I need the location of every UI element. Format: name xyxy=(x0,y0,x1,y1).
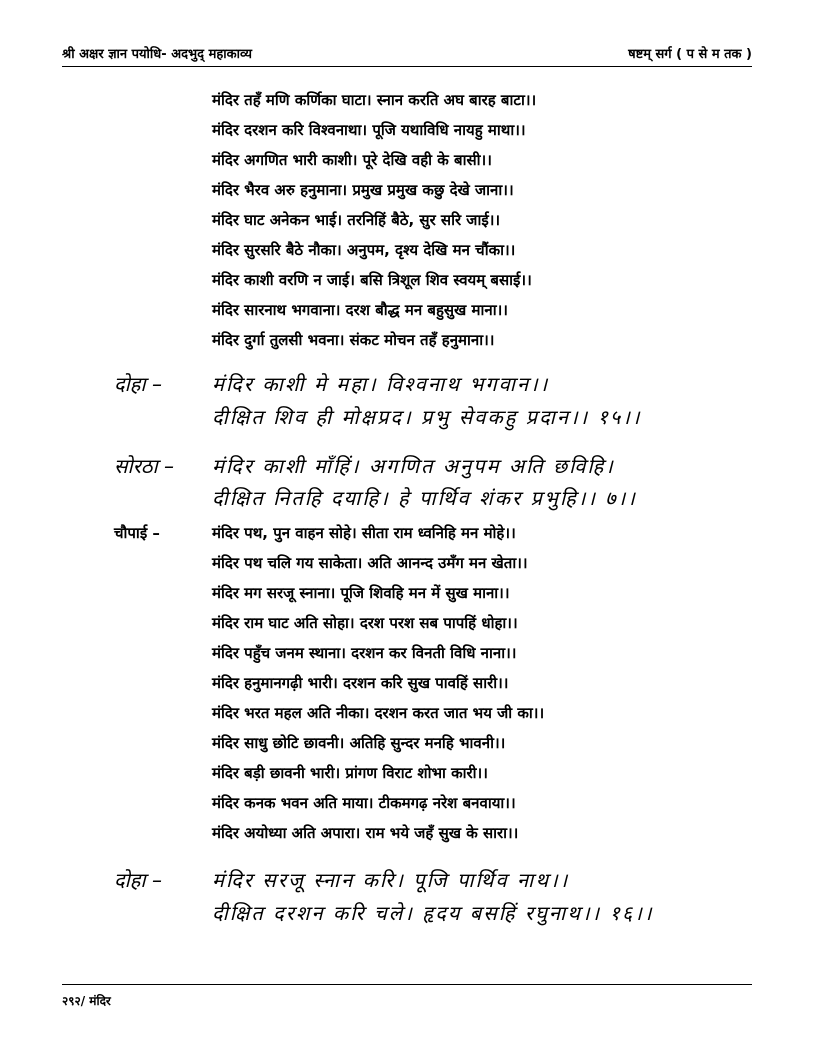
book-title: श्री अक्षर ज्ञान पयोधि- अदभुद् महाकाव्य xyxy=(62,47,252,62)
verse-line: मंदिर दरशन करि विश्वनाथा। पूजि यथाविधि नायहु माथा।। xyxy=(212,121,526,139)
doha-label: दोहा – xyxy=(114,372,162,396)
chaupai-label: चौपाई – xyxy=(114,524,160,542)
page-footer: २९२/ मंदिर xyxy=(62,994,111,1008)
sortha-line: मंदिर काशी माँहिं। अगणित अनुपम अति छविहि। xyxy=(212,454,615,478)
chaupai-line: मंदिर बड़ी छावनी भारी। प्रांगण विराट शोभा कारी।। xyxy=(212,764,488,782)
chaupai-line: मंदिर मग सरजू स्नाना। पूजि शिवहि मन में सुख माना।। xyxy=(212,584,510,602)
verse-line: मंदिर दुर्गा तुलसी भवना। संकट मोचन तहँ हनुमाना।। xyxy=(212,331,495,349)
doha-label: दोहा – xyxy=(114,868,162,892)
chapter-title: षष्टम् सर्ग ( प से म तक ) xyxy=(628,47,752,62)
footer-divider xyxy=(62,984,752,985)
doha-line: दीक्षित शिव ही मोक्षप्रद। प्रभु सेवकहु प्रदान।। १५।। xyxy=(212,405,642,429)
doha-line: दीक्षित दरशन करि चले। हृदय बसहिं रघुनाथ।। १६।। xyxy=(212,901,654,925)
page-header xyxy=(62,36,752,67)
verse-line: मंदिर काशी वरणि न जाई। बसि त्रिशूल शिव स्वयम् बसाई।। xyxy=(212,271,532,289)
chaupai-line: मंदिर कनक भवन अति माया। टीकमगढ़ नरेश बनवाया।। xyxy=(212,794,516,812)
sortha-label: सोरठा – xyxy=(114,454,175,478)
chaupai-line: मंदिर पथ चलि गय साकेता। अति आनन्द उमँग मन खेता।। xyxy=(212,554,528,572)
verse-line: मंदिर घाट अनेकन भाई। तरनिहिं बैठे, सुर सरि जाई।। xyxy=(212,211,501,229)
chaupai-line: मंदिर राम घाट अति सोहा। दरश परश सब पापहिं धोहा।। xyxy=(212,614,518,632)
chaupai-line: मंदिर पहुँच जनम स्थाना। दरशन कर विनती विधि नाना।। xyxy=(212,644,517,662)
verse-line: मंदिर भैरव अरु हनुमाना। प्रमुख प्रमुख कछु देखे जाना।। xyxy=(212,181,514,199)
verse-line: मंदिर अगणित भारी काशी। पूरे देखि वही के बासी।। xyxy=(212,151,492,169)
sortha-line: दीक्षित नितहि दयाहि। हे पार्थिव शंकर प्रभुहि।। ७।। xyxy=(212,486,637,510)
doha-line: मंदिर काशी मे महा। विश्वनाथ भगवान।। xyxy=(212,372,550,396)
verse-line: मंदिर सारनाथ भगवाना। दरश बौद्ध मन बहुसुख माना।। xyxy=(212,301,508,319)
chaupai-line: मंदिर पथ, पुन वाहन सोहे। सीता राम ध्वनिहि मन मोहे।। xyxy=(212,524,516,542)
doha-line: मंदिर सरजू स्नान करि। पूजि पार्थिव नाथ।। xyxy=(212,868,570,892)
chaupai-line: मंदिर भरत महल अति नीका। दरशन करत जात भय जी का।। xyxy=(212,704,545,722)
verse-line: मंदिर सुरसरि बैठे नौका। अनुपम, दृश्य देखि मन चौंका।। xyxy=(212,241,516,259)
chaupai-line: मंदिर अयोध्या अति अपारा। राम भये जहँ सुख के सारा।। xyxy=(212,824,519,842)
verse-line: मंदिर तहँ मणि कर्णिका घाटा। स्नान करति अघ बारह बाटा।। xyxy=(212,91,537,109)
chaupai-line: मंदिर साधु छोटि छावनी। अतिहि सुन्दर मनहि भावनी।। xyxy=(212,734,506,752)
chaupai-line: मंदिर हनुमानगढ़ी भारी। दरशन करि सुख पावहिं सारी।। xyxy=(212,674,509,692)
